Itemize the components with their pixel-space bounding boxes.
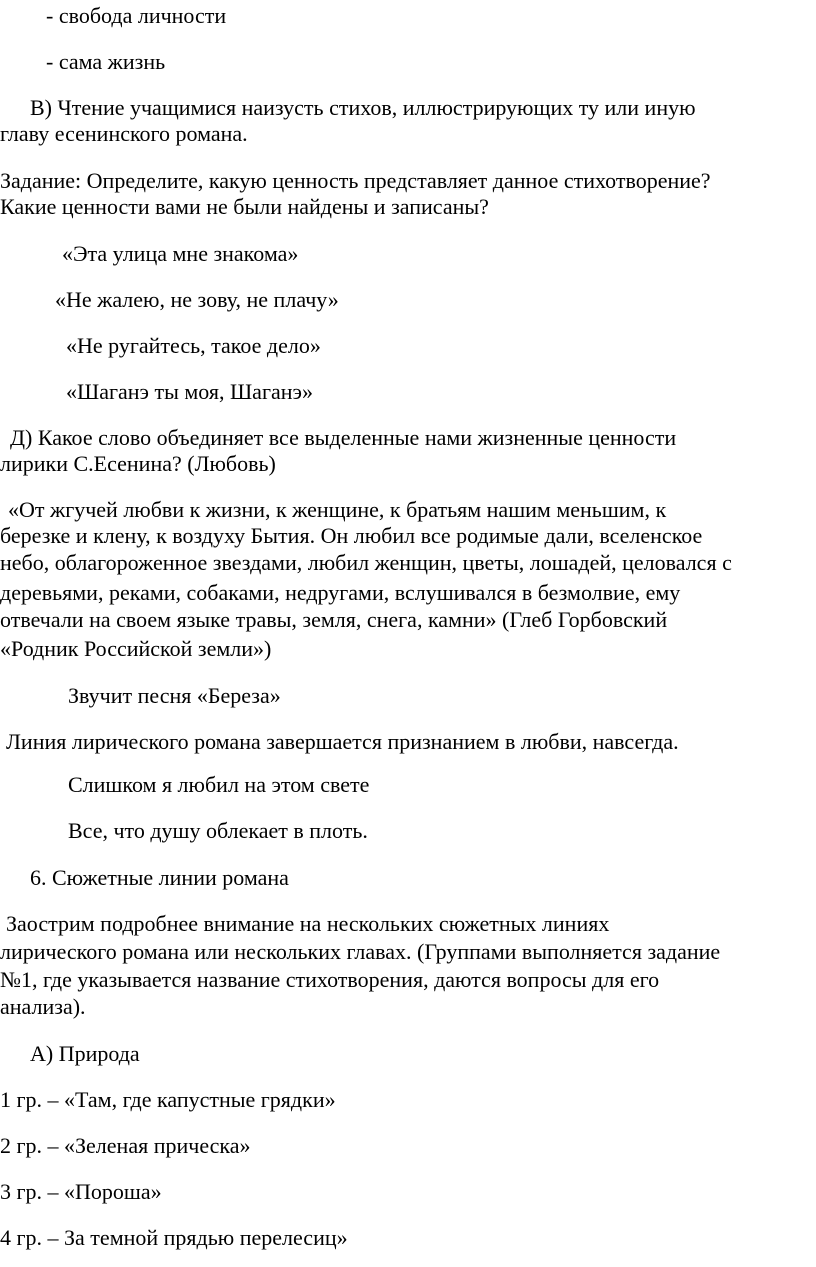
lyric-line: Линия лирического романа завершается признанием в любви, навсегда. xyxy=(6,729,679,754)
quote-line-5: отвечали на своем языке травы, земля, снега, камни» (Глеб Горбовский xyxy=(0,607,668,632)
section-v-continuation: главу есенинского романа. xyxy=(0,121,248,146)
verse-line-1: Слишком я любил на этом свете xyxy=(68,772,370,797)
group-item-1: 1 гр. – «Там, где капустные грядки» xyxy=(0,1087,336,1112)
quote-line-1: «От жгучей любви к жизни, к женщине, к братьям нашим меньшим, к xyxy=(8,497,667,522)
bullet-freedom: - свобода личности xyxy=(46,3,227,28)
group-item-3: 3 гр. – «Пороша» xyxy=(0,1179,162,1204)
focus-line-1: Заострим подробнее внимание на нескольких сюжетных линиях xyxy=(6,911,610,936)
poem-title-1: «Эта улица мне знакома» xyxy=(62,241,299,266)
section-a-heading: А) Природа xyxy=(30,1041,140,1066)
group-item-2: 2 гр. – «Зеленая прическа» xyxy=(0,1133,251,1158)
section-6-heading: 6. Сюжетные линии романа xyxy=(30,865,289,890)
focus-line-4: анализа). xyxy=(0,994,86,1019)
quote-line-2: березке и клену, к воздуху Бытия. Он любил все родимые дали, вселенское xyxy=(0,523,703,548)
group-item-4: 4 гр. – За темной прядью перелесиц» xyxy=(0,1225,348,1250)
poem-title-3: «Не ругайтесь, такое дело» xyxy=(66,333,321,358)
song-line: Звучит песня «Береза» xyxy=(68,683,281,708)
quote-line-6: «Родник Российской земли») xyxy=(0,636,272,661)
section-v-heading: В) Чтение учащимися наизусть стихов, иллюстрирующих ту или иную xyxy=(30,95,696,120)
focus-line-3: №1, где указывается название стихотворения, даются вопросы для его xyxy=(0,967,660,992)
poem-title-2: «Не жалею, не зову, не плачу» xyxy=(55,287,339,312)
section-d-line-2: лирики С.Есенина? (Любовь) xyxy=(0,451,276,476)
poem-title-4: «Шаганэ ты моя, Шаганэ» xyxy=(66,379,313,404)
quote-line-3: небо, облагороженное звездами, любил женщин, цветы, лошадей, целовался с xyxy=(0,550,732,575)
focus-line-2: лирического романа или нескольких главах. (Группами выполняется задание xyxy=(0,939,721,964)
quote-line-4: деревьями, реками, собаками, недругами, вслушивался в безмолвие, ему xyxy=(0,580,681,605)
task-line-1: Задание: Определите, какую ценность представляет данное стихотворение? xyxy=(0,168,711,193)
section-d-line-1: Д) Какое слово объединяет все выделенные нами жизненные ценности xyxy=(10,425,677,450)
task-line-2: Какие ценности вами не были найдены и записаны? xyxy=(0,194,489,219)
bullet-life: - сама жизнь xyxy=(46,49,166,74)
verse-line-2: Все, что душу облекает в плоть. xyxy=(68,818,368,843)
